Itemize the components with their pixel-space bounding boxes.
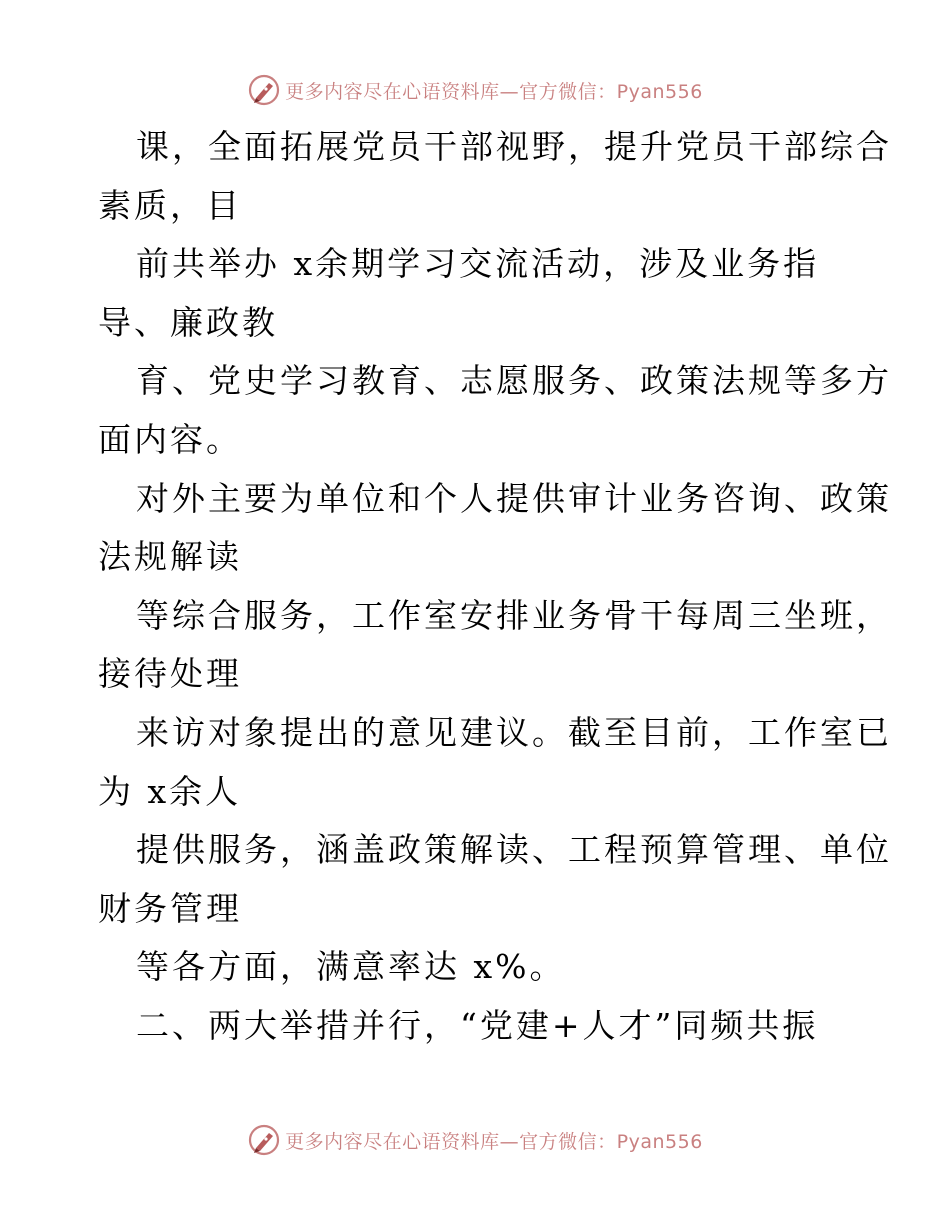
- text-line: 前共举办 x余期学习交流活动，涉及业务指: [136, 244, 820, 284]
- text-line: 对外主要为单位和个人提供审计业务咨询、政策: [136, 478, 892, 518]
- watermark-text: 更多内容尽在心语资料库—官方微信：Pyan556: [285, 1130, 703, 1153]
- text-line: 导、廉政教: [98, 302, 278, 342]
- text-line: 等各方面，满意率达 x%。: [136, 947, 566, 987]
- text-line: 法规解读: [98, 537, 242, 577]
- text-line: 来访对象提出的意见建议。截至目前，工作室已: [136, 712, 892, 752]
- text-line: 提供服务，涵盖政策解读、工程预算管理、单位: [136, 830, 892, 870]
- header-watermark: [0, 70, 950, 110]
- text-line: 素质，目: [98, 185, 242, 225]
- text-line: 等综合服务，工作室安排业务骨干每周三坐班，: [136, 595, 892, 635]
- document-body: [98, 118, 892, 1056]
- text-line: 为 x余人: [98, 771, 242, 811]
- text-line: 育、党史学习教育、志愿服务、政策法规等多方: [136, 361, 892, 401]
- footer-watermark: [0, 1120, 950, 1160]
- text-line: 课，全面拓展党员干部视野，提升党员干部综合: [136, 127, 892, 166]
- text-line: 面内容。: [98, 419, 242, 459]
- section-heading: 二、两大举措并行，“党建+人才”同频共振: [136, 1005, 819, 1045]
- text-line: 接待处理: [98, 654, 242, 694]
- pen-logo-icon: [247, 73, 281, 107]
- watermark-text: 更多内容尽在心语资料库—官方微信：Pyan556: [285, 80, 703, 103]
- pen-logo-icon: [247, 1123, 281, 1157]
- text-line: 财务管理: [98, 888, 242, 928]
